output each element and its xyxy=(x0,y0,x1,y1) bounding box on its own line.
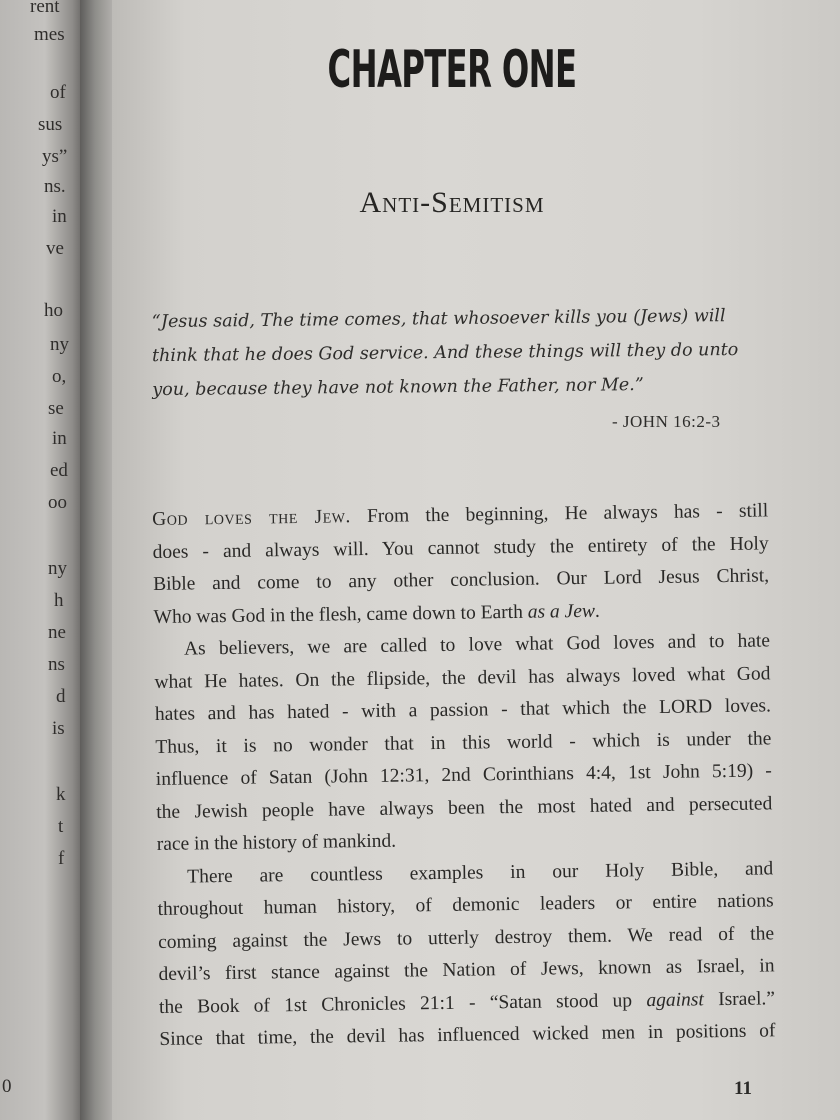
left-page-fragment: ne xyxy=(48,622,66,643)
left-page-fragment: o, xyxy=(52,366,67,387)
left-page-fragment: mes xyxy=(34,24,65,45)
body-line-text: From the beginning, He always has - still xyxy=(350,500,769,528)
body-line: does - and always will. You cannot study the entirety of the Holy xyxy=(152,532,769,563)
body-line: Thus, it is no wonder that in this world - which is under the xyxy=(155,727,772,758)
body-text xyxy=(152,495,776,1056)
left-page-fragment: 0 xyxy=(2,1076,12,1097)
left-page-fragment: se xyxy=(48,398,64,419)
left-page-fragment: is xyxy=(52,718,65,739)
body-line-text: Israel.” xyxy=(703,987,776,1010)
left-page-fragment: ns. xyxy=(44,176,66,197)
body-line: hates and has hated - with a passion - that which the LORD loves. xyxy=(154,695,772,725)
left-page-fragment: ys” xyxy=(42,146,68,167)
left-page-fragment: in xyxy=(52,206,67,227)
left-page-edge xyxy=(0,0,82,1120)
quote-line: “Jesus said, The time comes, that whosoever kills you (Jews) will xyxy=(151,306,726,333)
body-line: Since that time, the devil has influenced wicked men in positions of xyxy=(159,1020,776,1050)
body-line: throughout human history, of demonic leaders or entire nations xyxy=(157,890,774,920)
lead-in: God loves the Jew. xyxy=(152,506,351,530)
body-line: Bible and come to any other conclusion. Our Lord Jesus Christ, xyxy=(152,565,770,595)
epigraph-quote xyxy=(151,299,752,407)
body-line-text: Who was God in the flesh, came down to Earth xyxy=(153,601,528,628)
body-line: There are countless examples in our Holy Bible, and xyxy=(187,857,774,888)
chapter-title: CHAPTER ONE xyxy=(327,40,577,100)
body-line-text: the Book of 1st Chronicles 21:1 - “Satan stood up xyxy=(158,989,647,1018)
left-page-fragment: ho xyxy=(44,300,63,321)
left-page-fragment: f xyxy=(58,848,65,869)
left-page-fragment: ny xyxy=(48,558,67,579)
emphasis: as a Jew xyxy=(527,600,596,623)
left-page-fragment: oo xyxy=(48,492,67,513)
left-page-fragment: rent xyxy=(30,0,60,17)
left-page-fragment: of xyxy=(50,82,66,103)
body-line: coming against the Jews to utterly destroy them. We read of the xyxy=(157,922,775,953)
quote-reference: - JOHN 16:2-3 xyxy=(612,412,721,431)
body-line: the Jewish people have always been the most hated and persecuted xyxy=(156,792,773,823)
section-title: Anti-Semitism xyxy=(359,186,545,219)
left-page-fragment: t xyxy=(58,816,64,837)
body-line: As believers, we are called to love what God loves and to hate xyxy=(183,630,771,660)
body-line-text: . xyxy=(594,600,600,622)
left-page-fragment: ed xyxy=(50,460,68,481)
left-page-fragment: ve xyxy=(46,238,64,259)
quote-line: you, because they have not known the Father, nor Me.” xyxy=(152,374,644,401)
body-line: what He hates. On the flipside, the devil has always loved what God xyxy=(154,662,771,693)
left-page-fragment: d xyxy=(56,686,66,707)
body-line: devil’s first stance against the Nation of Jews, known as Israel, in xyxy=(158,955,775,985)
left-page-fragment: h xyxy=(54,590,64,611)
left-page-fragment: ns xyxy=(48,654,65,675)
page-number: 11 xyxy=(734,1078,752,1099)
book-page xyxy=(112,0,840,1120)
quote-line: think that he does God service. And these things will they do unto xyxy=(151,340,739,367)
left-page-fragment: k xyxy=(56,784,66,805)
body-line: race in the history of mankind. xyxy=(156,830,397,855)
body-line: influence of Satan (John 12:31, 2nd Corinthians 4:4, 1st John 5:19) - xyxy=(155,760,772,790)
left-page-fragment: sus xyxy=(38,114,63,135)
left-page-fragment: ny xyxy=(50,334,69,355)
emphasis: against xyxy=(646,988,704,1011)
left-page-fragment: in xyxy=(52,428,67,449)
